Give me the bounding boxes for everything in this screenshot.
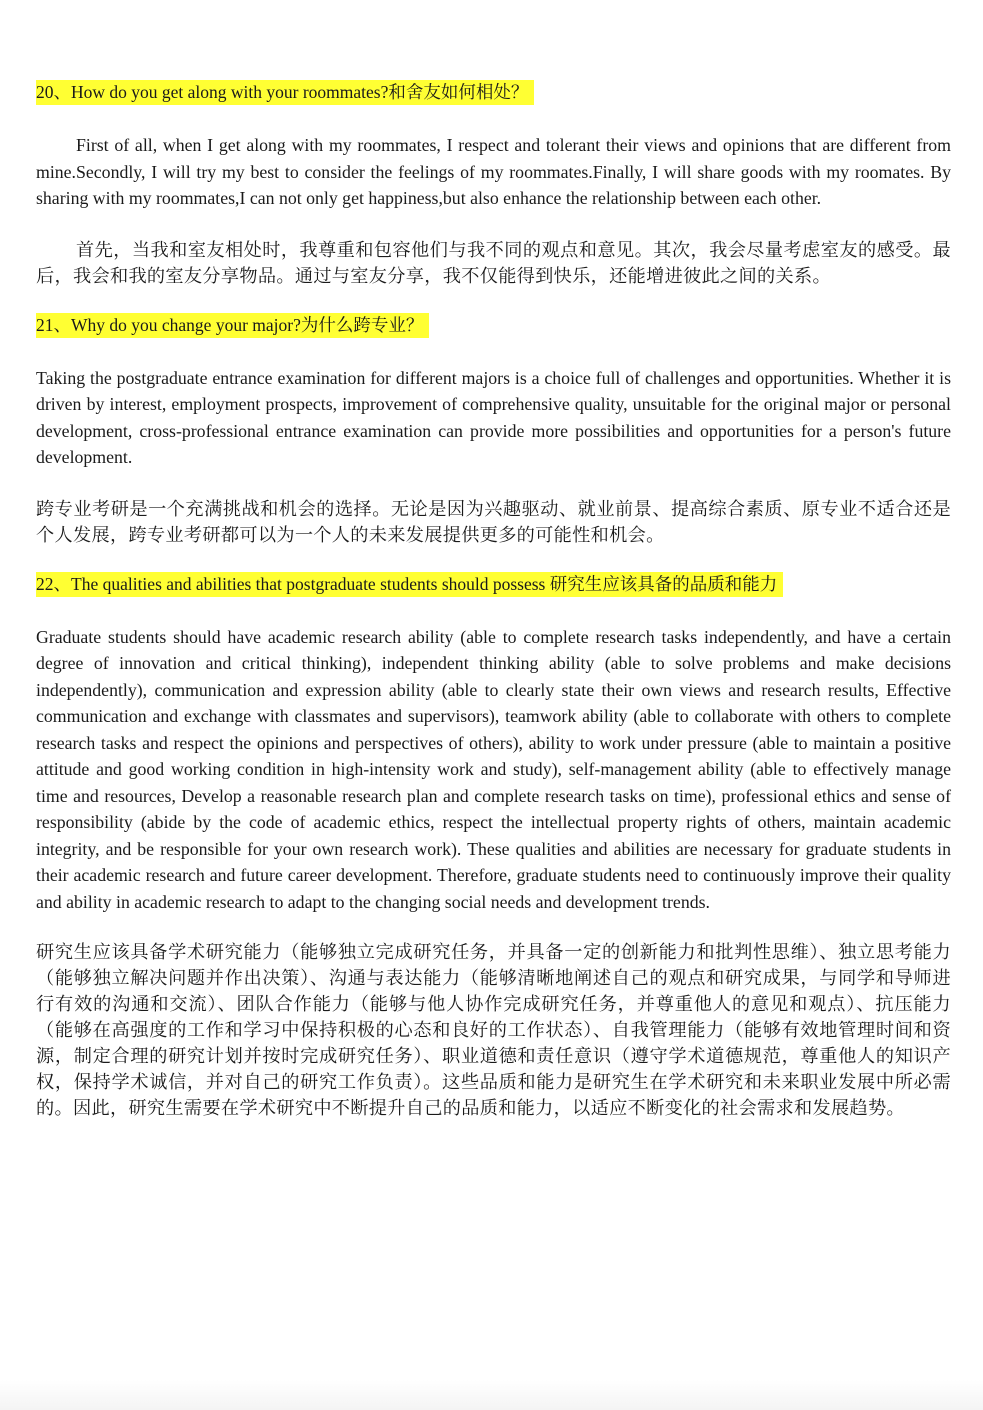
question-20-chinese-answer: 首先，当我和室友相处时，我尊重和包容他们与我不同的观点和意见。其次，我会尽量考虑室友的感受。最后，我会和我的室友分享物品。通过与室友分享，我不仅能得到快乐，还能增进彼此之间的关系。 bbox=[36, 239, 951, 287]
question-21-heading bbox=[36, 311, 951, 340]
question-20-heading bbox=[36, 78, 951, 107]
question-20-heading-text: 20、How do you get along with your roommates?和舍友如何相处？ bbox=[36, 80, 534, 105]
question-22-heading bbox=[36, 570, 951, 599]
page-bottom-edge bbox=[0, 1380, 983, 1410]
question-22-english-answer: Graduate students should have academic research ability (able to complete research tasks independently, and have a certain degree of innovation and critical thinking), independent thinking ability (able to solve problems and make decisions independently), communication and expression ability (able to clearly state their own views and research results, Effective communication and exchange with classmates and supervisors), teamwork ability (able to collaborate with others to complete research tasks and respect the opinions and perspectives of others), ability to work under pressure (able to maintain a positive attitude and good working condition in high-intensity work and study), self-management ability (able to effectively manage time and resources, Develop a reasonable research plan and complete research tasks on time), professional ethics and sense of responsibility (abide by the code of academic ethics, respect the intellectual property rights of others, maintain academic integrity, and be responsible for your own research work). These qualities and abilities are necessary for graduate students in their academic research and future career development. Therefore, graduate students need to continuously improve their quality and ability in academic research to adapt to the changing social needs and development trends. bbox=[36, 626, 951, 912]
question-21-heading-text: 21、Why do you change your major?为什么跨专业？ bbox=[36, 313, 429, 338]
question-21-english-answer: Taking the postgraduate entrance examination for different majors is a choice full of challenges and opportunities. Whether it is driven by interest, employment prospects, improvement of comprehensive quality, unsuitable for the original major or personal development, cross-professional entrance examination can provide more possibilities and opportunities for a person's future development. bbox=[36, 367, 951, 467]
question-22-chinese-answer: 研究生应该具备学术研究能力（能够独立完成研究任务，并具备一定的创新能力和批判性思维）、独立思考能力（能够独立解决问题并作出决策）、沟通与表达能力（能够清晰地阐述自己的观点和研究成果，与同学和导师进行有效的沟通和交流）、团队合作能力（能够与他人协作完成研究任务，并尊重他人的意见和观点）、抗压能力（能够在高强度的工作和学习中保持积极的心态和良好的工作状态）、自我管理能力（能够有效地管理时间和资源，制定合理的研究计划并按时完成研究任务）、职业道德和责任意识（遵守学术道德规范，尊重他人的知识产权，保持学术诚信，并对自己的研究工作负责）。这些品质和能力是研究生在学术研究和未来职业发展中所必需的。因此，研究生需要在学术研究中不断提升自己的品质和能力，以适应不断变化的社会需求和发展趋势。 bbox=[36, 942, 951, 1119]
question-22-heading-text: 22、The qualities and abilities that postgraduate students should possess 研究生应该具备的品质和能力 bbox=[36, 572, 783, 597]
question-21-chinese-answer: 跨专业考研是一个充满挑战和机会的选择。无论是因为兴趣驱动、就业前景、提高综合素质、原专业不适合还是个人发展，跨专业考研都可以为一个人的未来发展提供更多的可能性和机会。 bbox=[36, 498, 951, 546]
question-20-english-answer: First of all, when I get along with my roommates, I respect and tolerant their views and opinions that are different from mine.Secondly, I will try my best to consider the feelings of my roommates.Finally, I will share goods with my roomates. By sharing with my roommates,I can not only get happiness,but also enhance the relationship between each other. bbox=[36, 135, 951, 208]
document-page bbox=[36, 78, 951, 1122]
